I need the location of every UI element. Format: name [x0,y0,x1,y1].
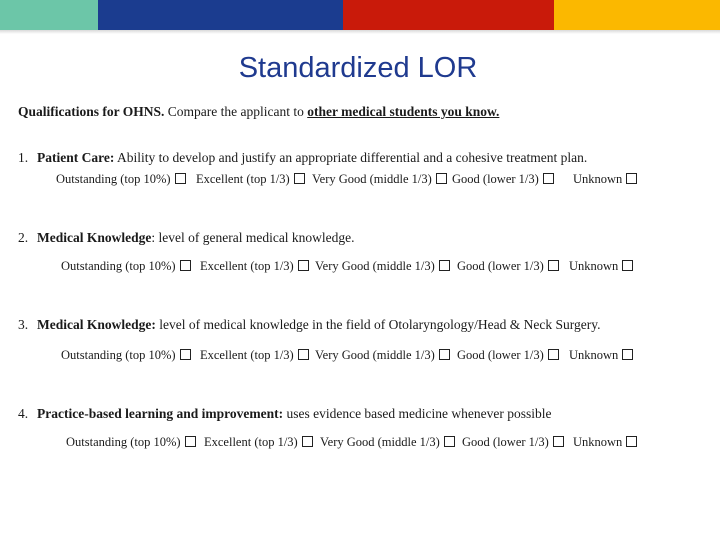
option-outstanding[interactable] [61,348,191,363]
option-label: Very Good (middle 1/3) [315,259,435,273]
question-label: Medical Knowledge: [37,317,156,332]
option-label: Good (lower 1/3) [462,435,549,449]
option-label: Excellent (top 1/3) [204,435,298,449]
checkbox[interactable] [548,349,559,360]
header-bar-red [343,0,554,30]
option-very-good[interactable] [315,348,450,363]
header-bar-blue [98,0,343,30]
question-number: 2. [18,230,29,245]
checkbox[interactable] [298,349,309,360]
checkbox[interactable] [180,349,191,360]
option-label: Unknown [569,348,619,362]
checkbox[interactable] [444,436,455,447]
checkbox[interactable] [622,260,633,271]
option-excellent[interactable] [200,259,309,274]
option-excellent[interactable] [200,348,309,363]
intro-line [18,104,499,120]
checkbox[interactable] [548,260,559,271]
option-very-good[interactable] [320,435,455,450]
option-good[interactable] [462,435,564,450]
option-label: Good (lower 1/3) [457,348,544,362]
option-unknown[interactable] [573,435,637,450]
option-outstanding[interactable] [61,259,191,274]
checkbox[interactable] [185,436,196,447]
checkbox[interactable] [294,173,305,184]
question-text: Ability to develop and justify an appropriate differential and a cohesive treatment plan. [114,150,588,165]
checkbox[interactable] [302,436,313,447]
question-number: 4. [18,406,29,421]
checkbox[interactable] [626,436,637,447]
question-text: uses evidence based medicine whenever possible [283,406,552,421]
option-good[interactable] [457,348,559,363]
question-1 [18,150,587,166]
header-bar-yellow [554,0,720,30]
option-label: Excellent (top 1/3) [200,348,294,362]
question-label: Medical Knowledge [37,230,152,245]
checkbox[interactable] [180,260,191,271]
question-text: level of medical knowledge in the field of Otolaryngology/Head & Neck Surgery. [155,317,601,332]
option-label: Unknown [573,435,623,449]
checkbox[interactable] [553,436,564,447]
checkbox[interactable] [543,173,554,184]
option-label: Good (lower 1/3) [457,259,544,273]
intro-bold: Qualifications for OHNS. [18,104,165,119]
option-label: Good (lower 1/3) [452,172,539,186]
page-title [0,52,720,85]
checkbox[interactable] [622,349,633,360]
question-label: Patient Care: [37,150,115,165]
option-label: Very Good (middle 1/3) [312,172,432,186]
option-label: Outstanding (top 10%) [56,172,171,186]
option-unknown[interactable] [569,259,633,274]
option-label: Outstanding (top 10%) [61,348,176,362]
intro-normal: Compare the applicant to [164,104,308,119]
question-4 [18,406,552,422]
option-very-good[interactable] [315,259,450,274]
option-good[interactable] [452,172,554,187]
option-label: Very Good (middle 1/3) [320,435,440,449]
checkbox[interactable] [439,260,450,271]
header-shadow [0,30,720,34]
question-2 [18,230,355,246]
checkbox[interactable] [439,349,450,360]
option-label: Excellent (top 1/3) [196,172,290,186]
checkbox[interactable] [298,260,309,271]
option-label: Excellent (top 1/3) [200,259,294,273]
question-number: 3. [18,317,29,332]
checkbox[interactable] [175,173,186,184]
option-excellent[interactable] [204,435,313,450]
option-label: Unknown [569,259,619,273]
option-outstanding[interactable] [66,435,196,450]
option-unknown[interactable] [569,348,633,363]
header-bar-teal [0,0,98,30]
question-number: 1. [18,150,29,165]
page-title-text: Standardized LOR [238,52,478,84]
option-excellent[interactable] [196,172,305,187]
question-text: : level of general medical knowledge. [151,230,355,245]
option-label: Outstanding (top 10%) [66,435,181,449]
intro-underlined: other medical students you know. [307,104,500,119]
option-very-good[interactable] [312,172,447,187]
option-outstanding[interactable] [56,172,186,187]
option-unknown[interactable] [573,172,637,187]
option-good[interactable] [457,259,559,274]
question-3 [18,317,600,333]
checkbox[interactable] [626,173,637,184]
question-label: Practice-based learning and improvement: [37,406,284,421]
option-label: Unknown [573,172,623,186]
option-label: Very Good (middle 1/3) [315,348,435,362]
checkbox[interactable] [436,173,447,184]
option-label: Outstanding (top 10%) [61,259,176,273]
